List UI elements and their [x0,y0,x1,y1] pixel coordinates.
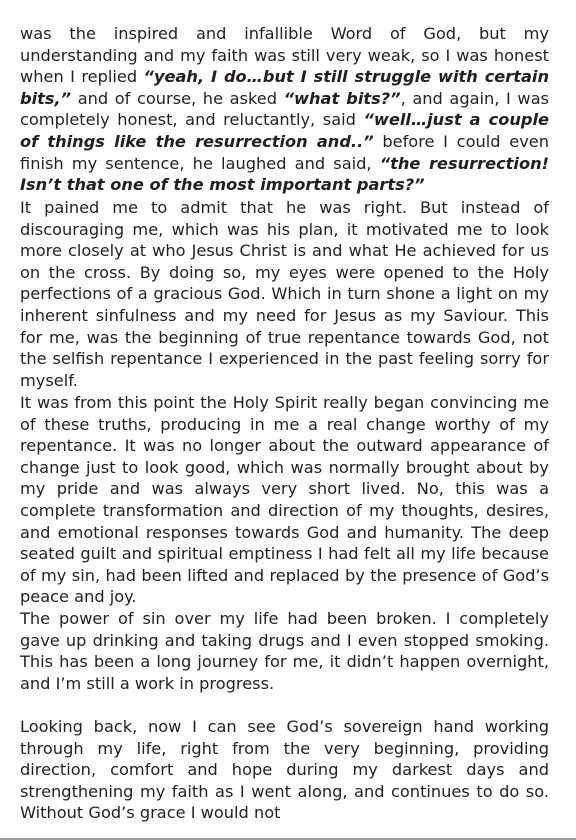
quote-run: “what bits?” [283,88,401,108]
text-run: It was from this point the Holy Spirit really began convincing me of these truths, producing in me a real change worthy of my repentance. It was no longer about the outward appearance of change just to look good, which was normally brought about by my pride and was always very short lived. No, this was a complete transformation and direction of my thoughts, desires, and emotional responses towards God and humanity. The deep seated guilt and spiritual emptiness I had felt all my life because of my sin, had been lifted and replaced by the presence of God’s peace and joy. [20,393,549,607]
paragraph-1 [20,23,549,196]
text-run: It pained me to admit that he was right. But instead of discouraging me, which was his plan, it motivated me to look more closely at who Jesus Christ is and what He achieved for us on the cross. By doing so, my eyes were opened to the Holy perfections of a gracious God. Which in turn shone a light on my inherent sinfulness and my need for Jesus as my Saviour. This for me, was the beginning of true repentance towards God, not the selfish repentance I experienced in the past feeling sorry for myself. [20,198,549,390]
quote-run: “yeah, I do…but I still struggle with certain bits,” [20,67,549,108]
paragraph-2 [20,197,549,391]
text-run: , and again, I was completely honest, and reluctantly, said [20,88,549,130]
quote-run: “the resurrection! Isn’t that one of the most important parts?” [20,153,549,195]
paragraph-4 [20,608,549,694]
paragraph-3 [20,392,549,608]
text-run: The power of sin over my life had been broken. I completely gave up drinking and taking drugs and I even stopped smoking. This has been a long journey for me, it didn’t happen overnight, and I’m still a work in progress. [20,609,549,693]
paragraph-5 [20,716,549,824]
quote-run: “well…just a couple of things like the resurrection and..” [20,110,549,151]
text-run: was the inspired and infallible Word of God, but my understanding and my faith was still very weak, so I was honest when I replied [20,24,549,87]
text-run: Looking back, now I can see God’s sovereign hand working through my life, right from the very beginning, providing direction, comfort and hope during my darkest days and strengthening my faith as I went along, and continues to do so. Without God’s grace I would not [20,717,549,823]
text-run: and of course, he asked [71,88,284,108]
text-run: before I could even finish my sentence, he laughed and said, [20,131,549,173]
